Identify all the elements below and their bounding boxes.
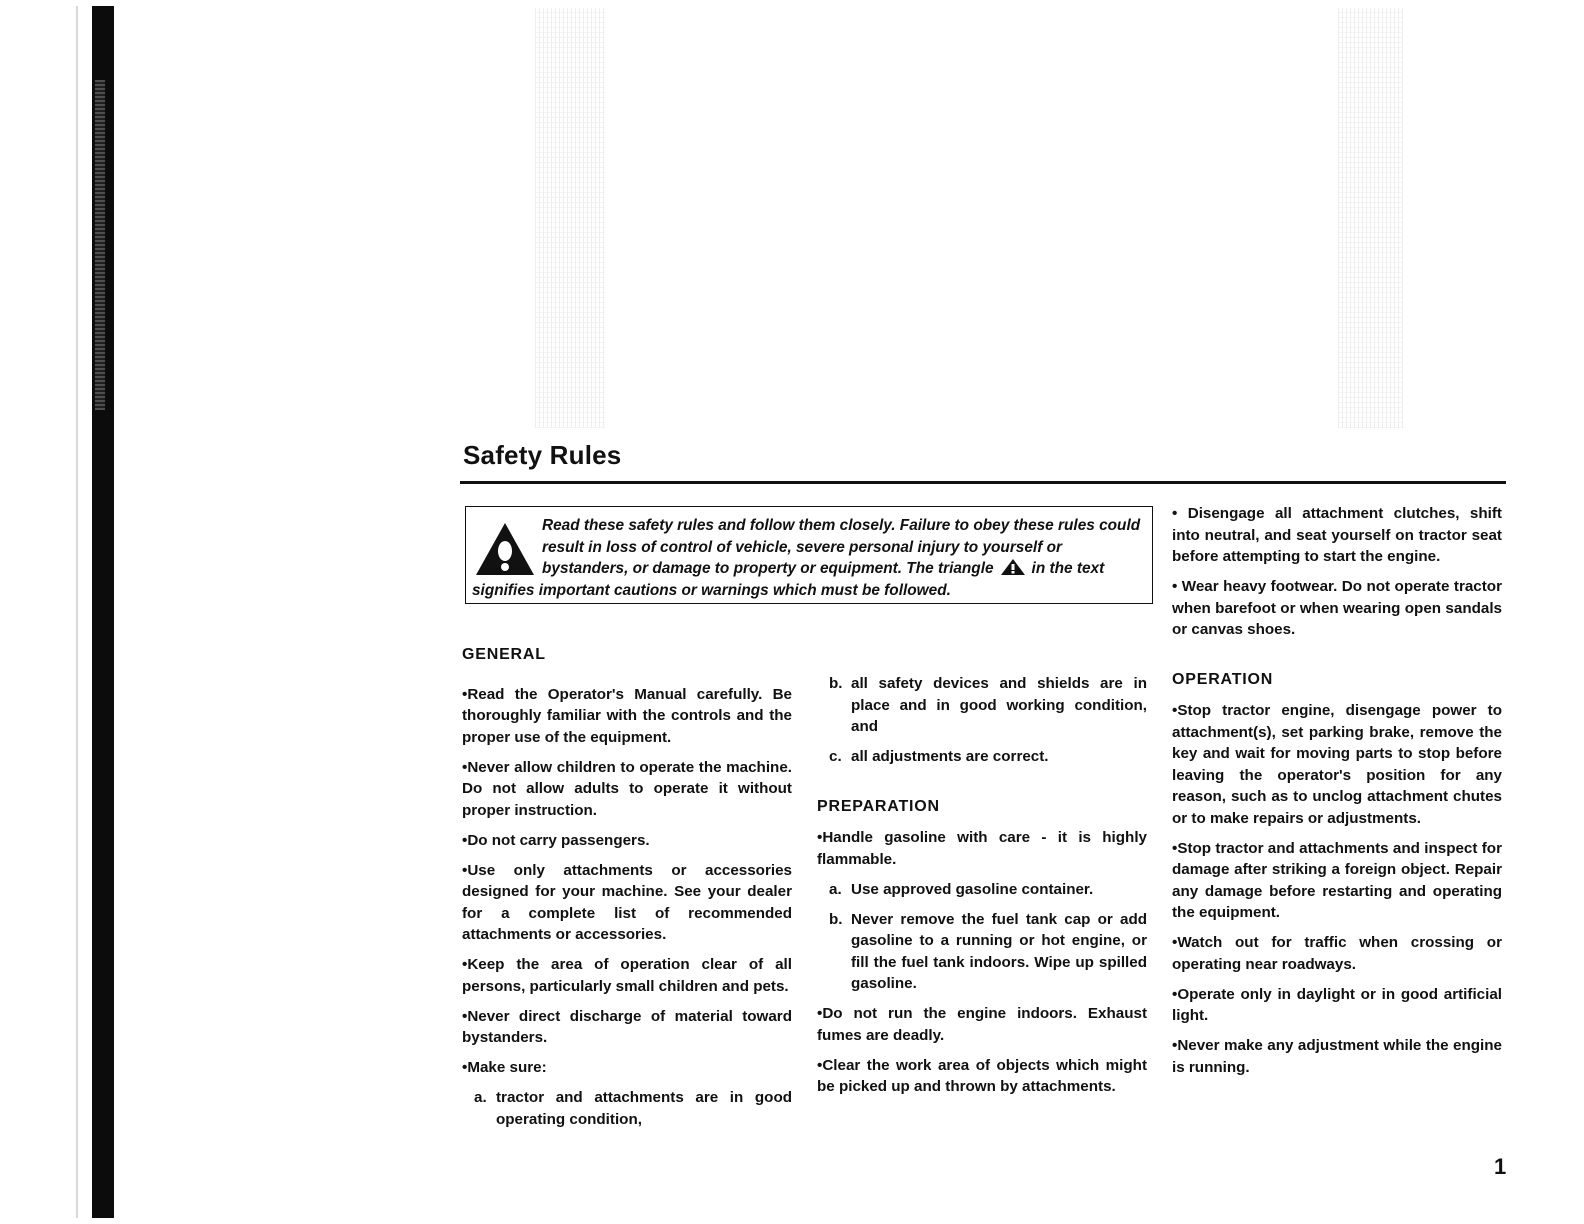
column-operation bbox=[1172, 503, 1502, 1087]
sub-item-text: tractor and attachments are in good operating condition, bbox=[496, 1089, 792, 1128]
list-item: •Keep the area of operation clear of all persons, particularly small children and pets. bbox=[462, 956, 792, 995]
page-title: Safety Rules bbox=[463, 440, 622, 470]
list-item: •Do not carry passengers. bbox=[462, 831, 650, 849]
list-item: •Stop tractor and attachments and inspect for damage after striking a foreign object. Repair any damage before restarting and operating the equipment. bbox=[1172, 839, 1502, 921]
list-item: •Never direct discharge of material toward bystanders. bbox=[462, 1007, 792, 1046]
sub-item bbox=[462, 1087, 792, 1130]
list-item: •Read the Operator's Manual carefully. Be thoroughly familiar with the controls and the proper use of the equipment. bbox=[462, 685, 792, 746]
sub-item-text: Use approved gasoline container. bbox=[851, 880, 1094, 898]
list-item: • Wear heavy footwear. Do not operate tractor when barefoot or when wearing open sandals or canvas shoes. bbox=[1172, 578, 1502, 638]
sub-item bbox=[817, 909, 1147, 995]
list-item: •Operate only in daylight or in good artificial light. bbox=[1172, 985, 1502, 1024]
list-item: •Use only attachments or accessories designed for your machine. See your dealer for a complete list of recommended attachments or accessories. bbox=[462, 861, 792, 943]
sub-item-text: all adjustments are correct. bbox=[851, 748, 1049, 765]
scan-speckle bbox=[1338, 8, 1403, 428]
list-item: •Watch out for traffic when crossing or operating near roadways. bbox=[1172, 934, 1502, 973]
notice-tail: in the text signifies important cautions or warnings which must be followed. bbox=[472, 560, 1105, 599]
title-rule bbox=[460, 481, 1506, 484]
list-item: •Never make any adjustment while the engine is running. bbox=[1172, 1037, 1502, 1076]
section-heading-operation: OPERATION bbox=[1172, 670, 1274, 688]
list-item: •Stop tractor engine, disengage power to attachment(s), set parking brake, remove the key and wait for moving parts to stop before leaving the operator's position for any reason, such as to unclog attachment chutes or to make repairs or adjustments. bbox=[1172, 702, 1502, 827]
section-heading-preparation: PREPARATION bbox=[817, 797, 940, 815]
list-item: •Handle gasoline with care - it is highly flammable. bbox=[817, 829, 1147, 868]
safety-notice-text bbox=[472, 515, 1148, 601]
sub-item bbox=[817, 673, 1147, 738]
notice-lead: Read these safety rules and follow them closely. Failure to obey these rules could result in loss of control of vehicle, severe personal injury to yourself or bystanders, or damage to property or equipment. The triangle bbox=[542, 517, 1141, 577]
warning-triangle-icon bbox=[1000, 558, 1026, 576]
sub-item-text: Never remove the fuel tank cap or add gasoline to a running or hot engine, or fill the fuel tank indoors. Wipe up spilled gasoline. bbox=[851, 910, 1147, 992]
scan-speckle bbox=[535, 8, 605, 428]
list-item: •Make sure: bbox=[462, 1059, 547, 1076]
section-heading-general: GENERAL bbox=[462, 646, 546, 663]
list-item: •Never allow children to operate the machine. Do not allow adults to operate it without proper instruction. bbox=[462, 758, 792, 819]
sub-item-label: b. bbox=[829, 910, 843, 928]
column-preparation bbox=[817, 673, 1147, 1106]
sub-item bbox=[817, 879, 1147, 901]
sub-item-label: b. bbox=[829, 675, 843, 692]
list-item: • Disengage all attachment clutches, shift into neutral, and seat yourself on tractor seat before attempting to start the engine. bbox=[1172, 505, 1502, 565]
list-item: •Clear the work area of objects which might be picked up and thrown by attachments. bbox=[817, 1056, 1147, 1095]
sub-item-text: all safety devices and shields are in place and in good working condition, and bbox=[851, 675, 1147, 735]
sub-item bbox=[817, 746, 1147, 768]
column-general bbox=[462, 644, 792, 1139]
page-number: 1 bbox=[1494, 1154, 1507, 1179]
sub-item-label: a. bbox=[829, 880, 842, 898]
binding-texture bbox=[95, 80, 105, 410]
safety-notice-box bbox=[465, 506, 1153, 604]
page-edge-shadow bbox=[76, 6, 78, 1218]
sub-item-label: a. bbox=[474, 1089, 487, 1106]
sub-item-label: c. bbox=[829, 748, 842, 765]
list-item: •Do not run the engine indoors. Exhaust fumes are deadly. bbox=[817, 1005, 1147, 1044]
